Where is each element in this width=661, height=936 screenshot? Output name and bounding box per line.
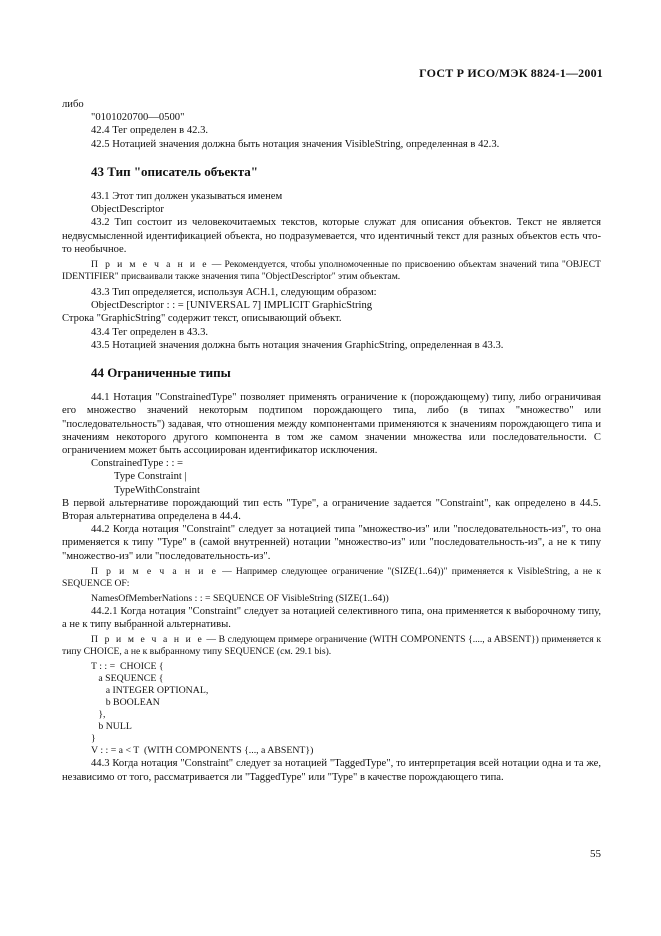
note-text: — В следующем примере ограничение (WITH COMPONENTS {...., a ABSENT}) применяется к типу CHOICE, а не к выбранному типу SEQUENCE (см. 29.1 bis). bbox=[62, 634, 601, 658]
text-line: либо bbox=[62, 99, 84, 110]
section-heading-43: 43 Тип "описатель объекта" bbox=[91, 163, 258, 179]
code-block: NamesOfMemberNations : : = SEQUENCE OF VisibleString (SIZE(1..64)) bbox=[91, 592, 389, 604]
clause-43-2: 43.2 Тип состоит из человекочитаемых текстов, которые служат для описания объектов. Текст не является недвусмысленной идентификацией объекта, но подразумевается, что идентичный текст для разных объектов есть что-то необычное. bbox=[62, 217, 601, 255]
clause-43-4: 43.4 Тег определен в 43.3. bbox=[91, 326, 209, 338]
note-text: — Рекомендуется, чтобы уполномоченные по присвоению объектам значений типа "OBJECT IDENTIFIER" присваивали также значения типа "ObjectDescriptor" этим объектам. bbox=[62, 259, 601, 283]
text-line: Строка "GraphicString" содержит текст, описывающий объект. bbox=[62, 313, 342, 325]
clause-42-5: 42.5 Нотацией значения должна быть нотация значения VisibleString, определенная в 42.3. bbox=[91, 138, 500, 150]
text-line: В первой альтернативе порождающий тип есть "Type", а ограничение задается "Constraint", как определено в 44.5. Вторая альтернатива определена в 44.4. bbox=[62, 497, 601, 523]
code-line: ObjectDescriptor bbox=[91, 204, 164, 216]
note bbox=[62, 634, 601, 658]
code-line: ObjectDescriptor : : = [UNIVERSAL 7] IMPLICIT GraphicString bbox=[91, 300, 373, 312]
text-line: "0101020700—0500" bbox=[91, 112, 185, 124]
code-line: Type Constraint | bbox=[114, 471, 187, 483]
clause-44-1: 44.1 Нотация "ConstrainedType" позволяет применять ограничение к (порождающему) типу, либо ограничивая его множество значений некоторым подтипом порождающего типа, либо (в типах "множество" или "последовательность") задавая, что отношения между компонентами применяются к значениям порождающего типа и значениям некоторого другого компонента в том же самом значении множества или последовательности. С ограничением может быть ассоциирован идентификатор исключения. bbox=[62, 392, 601, 457]
clause-43-5: 43.5 Нотацией значения должна быть нотация значения GraphicString, определенная в 43.3. bbox=[91, 339, 504, 351]
note bbox=[62, 259, 601, 283]
section-heading-44: 44 Ограниченные типы bbox=[91, 365, 231, 381]
note-text: — Например следующее ограничение "(SIZE(1..64))" применяется к VisibleString, а не к SEQUENCE OF: bbox=[62, 565, 601, 589]
note bbox=[62, 566, 601, 590]
code-line: TypeWithConstraint bbox=[114, 484, 200, 496]
clause-44-3: 44.3 Когда нотация "Constraint" следует за нотацией "TaggedType", то интерпретация всей нотации одна и та же, независимо от того, рассматривается ли "TaggedType" или "Type" в качестве порождающего типа. bbox=[62, 758, 601, 783]
note-label: П р и м е ч а н и е bbox=[91, 634, 204, 646]
page-number: 55 bbox=[590, 848, 601, 860]
document-header: ГОСТ Р ИСО/МЭК 8824-1—2001 bbox=[419, 66, 603, 80]
page-body bbox=[62, 98, 601, 784]
code-block: T : : = CHOICE { a SEQUENCE { a INTEGER OPTIONAL, b BOOLEAN }, b NULL } V : : = a < T (WITH COMPONENTS {..., a ABSENT}) bbox=[91, 661, 314, 757]
note-label: П р и м е ч а н и е bbox=[91, 565, 218, 577]
clause-44-2: 44.2 Когда нотация "Constraint" следует за нотацией типа "множество-из" или "последовательность-из", то она применяется к типу "Type" в (самой внутренней) нотации "множество-из" или "последовательность-из", а не к типу "множество-из" или "последовательность-из". bbox=[62, 524, 601, 562]
clause-43-3: 43.3 Тип определяется, используя АСН.1, следующим образом: bbox=[91, 287, 377, 299]
clause-43-1: 43.1 Этот тип должен указываться именем bbox=[91, 191, 283, 203]
clause-42-4: 42.4 Тег определен в 42.3. bbox=[91, 125, 209, 137]
code-line: ConstrainedType : : = bbox=[91, 458, 184, 470]
note-label: П р и м е ч а н и е bbox=[91, 259, 209, 271]
clause-44-2-1: 44.2.1 Когда нотация "Constraint" следует за нотацией селективного типа, она применяется к выборочному типу, а не к типу выбранной альтернативы. bbox=[62, 605, 601, 631]
